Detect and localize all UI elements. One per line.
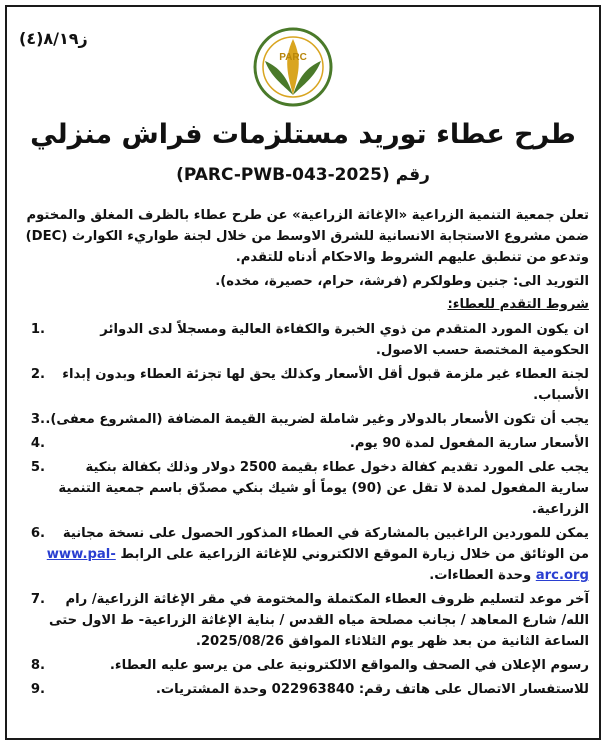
condition-text: يجب على المورد تقديم كفالة دخول عطاء بقيمة 2500 دولار وذلك بكفالة بنكية سارية المفعول لمدة لا تقل عن (90) يوماً أو شيك بنكي مصدّق باسم جمعية التنمية الزراعية. xyxy=(58,460,589,517)
condition-text: رسوم الإعلان في الصحف والمواقع الالكترونية على من يرسو عليه العطاء. xyxy=(109,658,589,673)
logo-text: PARC xyxy=(279,52,307,63)
condition-number: 9. xyxy=(30,682,45,697)
supply-locations: التوريد الى: جنين وطولكرم (فرشة، حرام، حصيرة، مخده). xyxy=(215,274,589,289)
conditions-list xyxy=(15,319,589,700)
tender-announcement xyxy=(5,5,601,740)
condition-number: 5. xyxy=(30,460,45,475)
list-item xyxy=(15,655,589,676)
intro-line: ضمن مشروع الاستجابة الانسانية للشرق الاوسط من خلال لجنة طواريء الكوارث (DEC) xyxy=(25,229,589,244)
condition-number: 7. xyxy=(30,592,45,607)
reference-code: ز٨/١٩(٤) xyxy=(19,29,88,48)
list-item xyxy=(15,409,589,430)
list-item xyxy=(15,319,589,361)
intro-line: وتدعو من تنطبق عليهم الشروط والاحكام أدناه للتقدم. xyxy=(235,250,589,265)
condition-text: للاستفسار الاتصال على هاتف رقم: 022963840 وحدة المشتريات. xyxy=(155,682,589,697)
announcement-body xyxy=(15,205,589,703)
parc-logo xyxy=(243,25,343,115)
condition-text: الأسعار سارية المفعول لمدة 90 يوم. xyxy=(349,436,589,451)
list-item xyxy=(15,433,589,454)
condition-text: لجنة العطاء غير ملزمة قبول أقل الأسعار وكذلك يحق لها تجزئة العطاء وبدون إبداء الأسباب. xyxy=(62,367,589,403)
conditions-heading: شروط التقدم للعطاء: xyxy=(447,297,589,312)
website-link[interactable]: www.pal-arc.org xyxy=(46,547,589,583)
condition-number: 4. xyxy=(30,436,45,451)
list-item xyxy=(15,679,589,700)
condition-text: يجب أن تكون الأسعار بالدولار وغير شاملة لضريبة القيمة المضافة (المشروع معفى). xyxy=(45,412,589,427)
condition-text-after: وحدة العطاءات. xyxy=(429,568,532,583)
page-title: طرح عطاء توريد مستلزمات فراش منزلي xyxy=(30,119,576,150)
condition-number: 6. xyxy=(30,526,45,541)
condition-text: آخر موعد لتسليم ظروف العطاء المكتملة والمختومة في مقر الإغاثة الزراعية/ رام الله/ شارع المعاهد / بجانب مصلحة مياه القدس / بناية الإغاثة الزراعية- ط الاول حتى الساعة الثانية من بعد ظهر يوم الثلاثاء الموافق 2025/08/26. xyxy=(48,592,589,649)
intro-paragraph xyxy=(15,205,589,268)
condition-text: ان يكون المورد المتقدم من ذوي الخبرة والكفاءة العالية ومسجلاً لدى الدوائر الحكومية المختصة حسب الاصول. xyxy=(100,322,589,358)
intro-line: تعلن جمعية التنمية الزراعية «الإغاثة الزراعية» عن طرح عطاء بالظرف المغلق والمختوم xyxy=(26,208,589,223)
list-item xyxy=(15,457,589,520)
list-item xyxy=(15,523,589,586)
tender-number: رقم (PARC-PWB-043-2025) xyxy=(176,165,430,185)
condition-number: 3. xyxy=(30,412,45,427)
condition-number: 1. xyxy=(30,322,45,337)
list-item xyxy=(15,364,589,406)
condition-number: 8. xyxy=(30,658,45,673)
condition-number: 2. xyxy=(30,367,45,382)
list-item xyxy=(15,589,589,652)
condition-text: يمكن للموردين الراغبين بالمشاركة في العطاء المذكور الحصول على نسخة مجانية من الوثائق من خلال زيارة الموقع الالكتروني للإغاثة الزراعية على الرابط xyxy=(62,526,589,562)
